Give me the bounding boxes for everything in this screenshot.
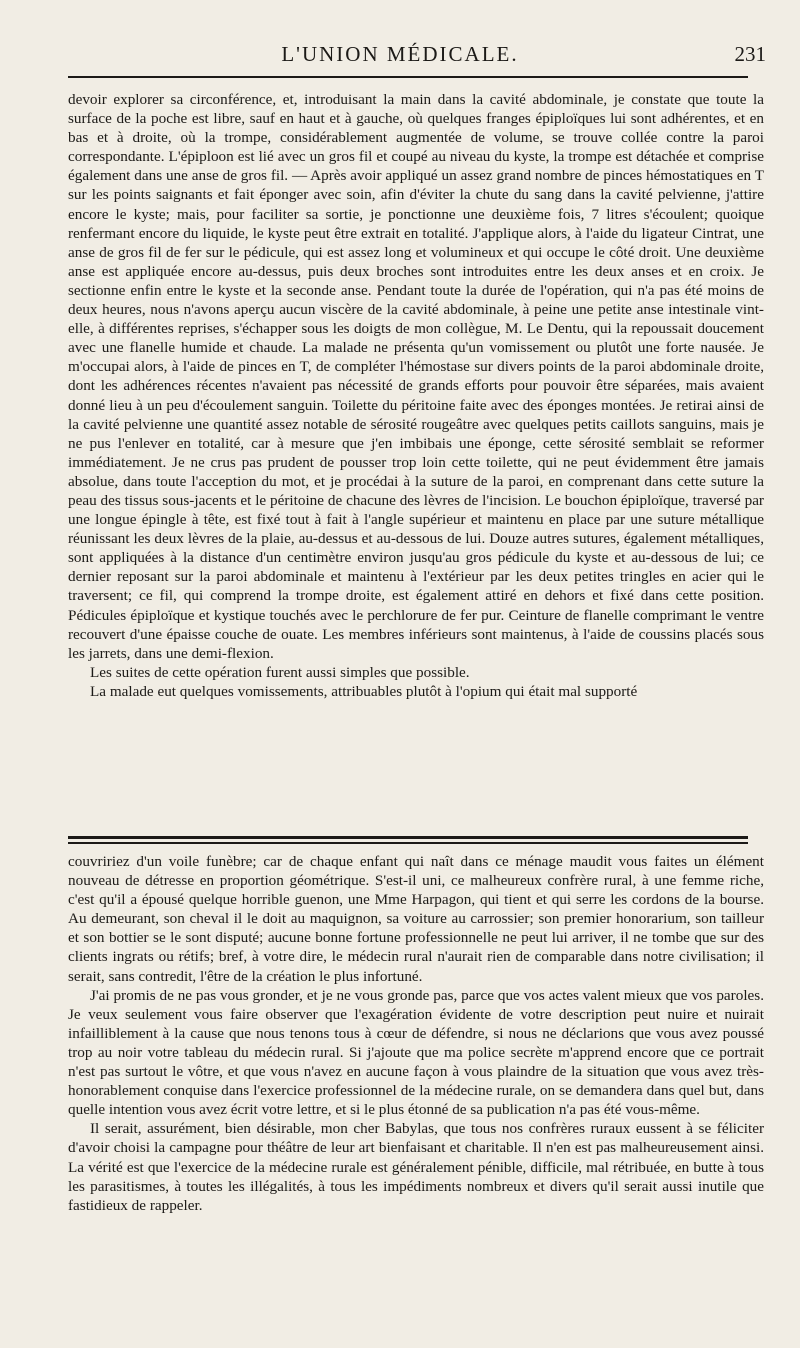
- article-paragraph: devoir explorer sa circonférence, et, introduisant la main dans la cavité abdominale, je constate que toute la surface de la poche est libre, sauf en haut et à gauche, où quelques franges épiploïques lui sont adhérentes, et en bas et à droite, où la trompe, considérablement augmentée de volume, se trouve collée contre la paroi correspondante. L'épiploon est lié avec un gros fil et coupé au niveau du kyste, la trompe est détachée et comprise également dans une anse de gros fil. — Après avoir appliqué un assez grand nombre de pinces hémostatiques en T sur les points saignants et fait éponger avec soin, afin d'éviter la chute du sang dans la cavité pelvienne, j'attire encore le kyste; mais, pour faciliter sa sortie, je ponctionne une deuxième fois, 7 litres s'écoulent; quoique renfermant encore du liquide, le kyste peut être extrait en totalité. J'applique alors, à l'aide du ligateur Cintrat, une anse de gros fil de fer sur le pédicule, qui est assez long et volumineux et qui occupe le côté droit. Une deuxième anse est appliquée encore au-dessus, puis deux broches sont introduites entre les deux anses et en croix. Je sectionne enfin entre le kyste et la seconde anse. Pendant toute la durée de l'opération, qui n'a pas été moins de deux heures, nous n'avons aperçu aucun viscère de la cavité abdominale, à peine une petite anse intestinale vint-elle, à différentes reprises, s'échapper sous les doigts de mon collègue, M. Le Dentu, qui la repoussait doucement avec une flanelle humide et chaude. La malade ne présenta qu'un vomissement ou plutôt une forte nausée. Je m'occupai alors, à l'aide de pinces en T, de compléter l'hémostase sur divers points de la paroi abdominale droite, dont les adhérences récentes n'avaient pas nécessité de grands efforts pour pouvoir être séparées, mais avaient donné lieu à un peu d'écoulement sanguin. Toilette du péritoine faite avec des éponges montées. Je retirai ainsi de la cavité pelvienne une quantité assez notable de sérosité rougeâtre avec quelques petits caillots sanguins, mais je ne pus l'enlever en totalité, car à mesure que j'en imbibais une éponge, cette sérosité semblait se reformer immédiatement. Je ne crus pas prudent de pousser trop loin cette toilette, qui ne peut évidemment être jamais absolue, dans toute l'acception du mot, et je procédai à la suture de la paroi, en comprenant dans cette suture la peau des tissus sous-jacents et le péritoine de chacune des lèvres de l'incision. Le bouchon épiploïque, traversé par une longue épingle à tête, est fixé tout à fait à l'angle supérieur et maintenu en place par une suture métallique réunissant les deux lèvres de la plaie, au-dessus et au-dessous de lui. Douze autres sutures, également métalliques, sont appliquées à la distance d'un centimètre environ jusqu'au gros pédicule du kyste et au-dessous de lui; ce dernier reposant sur la paroi abdominale et maintenu à l'extérieur par les deux petites tringles en acier qui le traversent; ce fil, qui comprend la trompe droite, est également attiré en dehors et fixé dans cette position. Pédicules épiploïque et kystique touchés avec le perchlorure de fer pur. Ceinture de flanelle comprimant le ventre recouvert d'une épaisse couche de ouate. Les membres inférieurs sont maintenus, à l'aide de coussins placés sous les jarrets, dans une demi-flexion.: [68, 91, 764, 662]
- article-column: [68, 90, 764, 701]
- feuilleton-divider-rule: [68, 836, 748, 839]
- article-paragraph: La malade eut quelques vomissements, attribuables plutôt à l'opium qui était mal supporté: [90, 682, 638, 700]
- feuilleton-paragraph: couvririez d'un voile funèbre; car de chaque enfant qui naît dans ce ménage maudit vous faites un élément nouveau de détresse en proportion géométrique. S'est-il uni, ce malheureux confrère rural, à une femme riche, c'est qu'il a épousé quelque horrible guenon, une Mme Harpagon, qui tient et qui serre les cordons de la bourse. Au demeurant, son cheval il le doit au maquignon, sa voiture au carrossier; son premier honorarium, son tailleur et son bottier se le sont disputé; aucune bonne fortune professionnelle ne peut lui arriver, il ne tombe que sur des clients ingrats ou rétifs; bref, à votre dire, le médecin rural n'aurait rien de comparable dans notre civilisation; il serait, sans contredit, l'être de la création le plus infortuné.: [68, 853, 764, 985]
- feuilleton-paragraph: Il serait, assurément, bien désirable, mon cher Babylas, que tous nos confrères ruraux eussent à se féliciter d'avoir choisi la campagne pour théâtre de leur art bienfaisant et charitable. Il n'en est pas malheureusement ainsi. La vérité est que l'exercice de la médecine rurale est généralement pénible, difficile, mal rétribuée, en butte à tous les parasitismes, à toutes les illégalités, à tous les impédiments nombreux et divers qu'il serait aussi inutile que fastidieux de rappeler.: [68, 1120, 764, 1214]
- header-rule: [68, 76, 748, 78]
- journal-title: L'UNION MÉDICALE.: [281, 42, 519, 66]
- feuilleton-paragraph: J'ai promis de ne pas vous gronder, et je ne vous gronde pas, parce que vos actes valent mieux que vos paroles. Je veux seulement vous faire observer que l'exagération évidente de votre description peut nuire et nuirait infailliblement à la cause que nous tenons tous à cœur de défendre, si nous ne déclarions que vous avez poussé trop au noir votre tableau du médecin rural. Si j'ajoute que ma police secrète m'apprend encore que ce portrait n'est pas surtout le vôtre, et que vous n'avez en aucune façon à vous plaindre de la situation que vous avez très-honorablement conquise dans l'exercice professionnel de la médecine rurale, on se demandera dans quel but, dans quelle intention vous avez écrit votre lettre, et si le plus étonné de sa publication n'a pas été vous-même.: [68, 986, 764, 1119]
- article-paragraph: Les suites de cette opération furent aussi simples que possible.: [90, 663, 470, 681]
- page-number: 231: [734, 42, 766, 66]
- running-head: [0, 36, 800, 70]
- feuilleton-divider-rule-thin: [68, 842, 748, 844]
- feuilleton-column: [68, 852, 764, 1215]
